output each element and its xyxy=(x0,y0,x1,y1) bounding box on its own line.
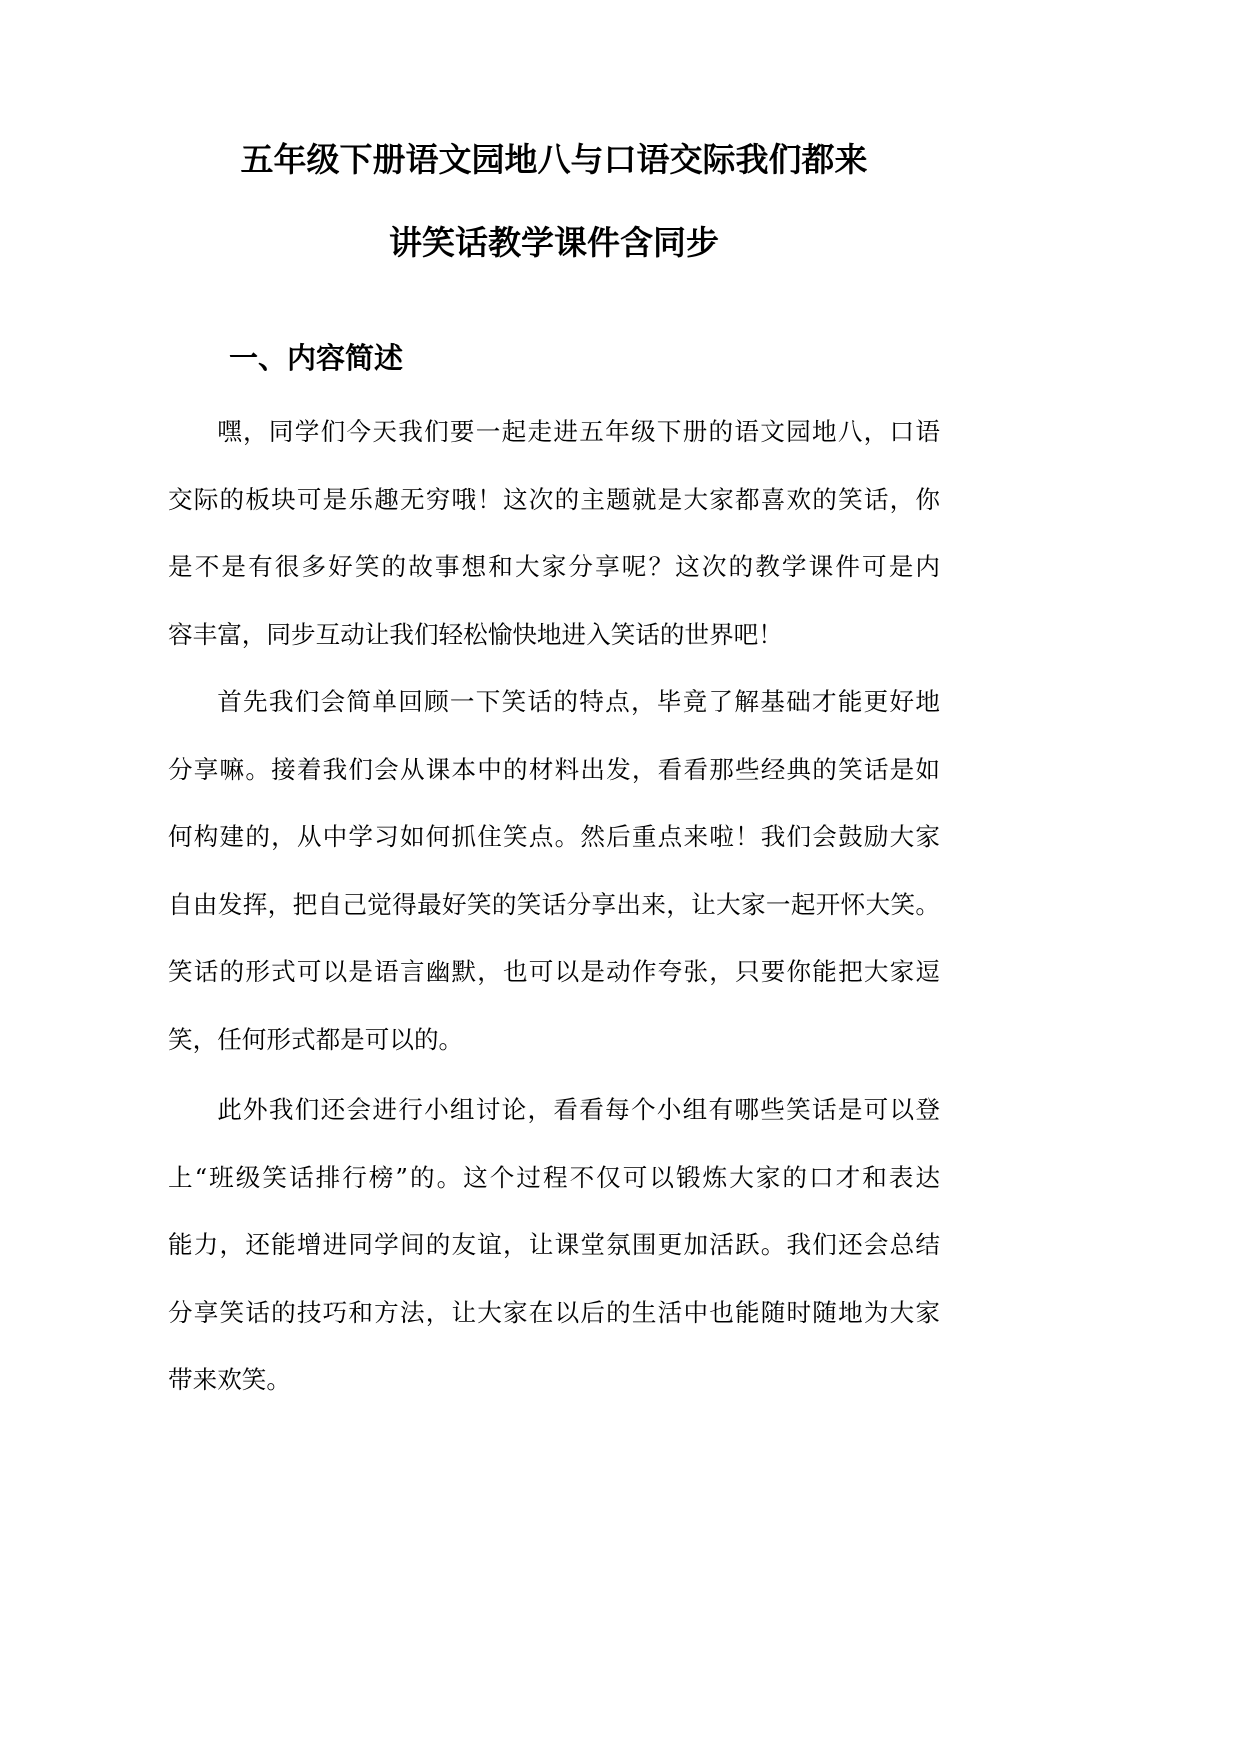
body-text-line: 带来欢笑。 xyxy=(168,1365,291,1394)
body-text-line: 能力，还能增进同学间的友谊，让课堂氛围更加活跃。我们还会总结 xyxy=(168,1230,940,1259)
paragraph-plan xyxy=(168,668,940,1073)
title-line: 五年级下册语文园地八与口语交际我们都来 xyxy=(240,140,868,179)
body-text-line: 嘿，同学们今天我们要一起走进五年级下册的语文园地八，口语 xyxy=(217,417,940,446)
body-text-line: 上“班级笑话排行榜”的。这个过程不仅可以锻炼大家的口才和表达 xyxy=(168,1162,940,1192)
body-text-line: 笑，任何形式都是可以的。 xyxy=(168,1024,464,1054)
body-text-line: 何构建的，从中学习如何抓住笑点。然后重点来啦！我们会鼓励大家 xyxy=(168,822,940,851)
body-text-line: 交际的板块可是乐趣无穷哦！这次的主题就是大家都喜欢的笑话，你 xyxy=(168,484,940,514)
document-title xyxy=(168,118,940,284)
body-text-line: 首先我们会简单回顾一下笑话的特点，毕竟了解基础才能更好地 xyxy=(217,687,940,716)
body-text-line: 分享嘛。接着我们会从课本中的材料出发，看看那些经典的笑话是如 xyxy=(168,754,940,784)
section-heading: 一、内容简述 xyxy=(229,341,404,375)
body-text-line: 此外我们还会进行小组讨论，看看每个小组有哪些笑话是可以登 xyxy=(217,1095,940,1124)
body-text-line: 自由发挥，把自己觉得最好笑的笑话分享出来，让大家一起开怀大笑。 xyxy=(168,889,940,919)
paragraph-discussion xyxy=(168,1076,940,1414)
body-text-line: 容丰富，同步互动让我们轻松愉快地进入笑话的世界吧！ xyxy=(168,619,783,649)
body-text-line: 是不是有很多好笑的故事想和大家分享呢？这次的教学课件可是内 xyxy=(168,552,940,581)
title-line: 讲笑话教学课件含同步 xyxy=(389,223,719,262)
section-content-summary xyxy=(168,328,940,1414)
section-body xyxy=(168,398,940,1414)
document-page xyxy=(168,0,940,1414)
paragraph-intro xyxy=(168,398,940,668)
body-text-line: 分享笑话的技巧和方法，让大家在以后的生活中也能随时随地为大家 xyxy=(168,1297,940,1327)
body-text-line: 笑话的形式可以是语言幽默，也可以是动作夸张，只要你能把大家逗 xyxy=(168,957,940,986)
